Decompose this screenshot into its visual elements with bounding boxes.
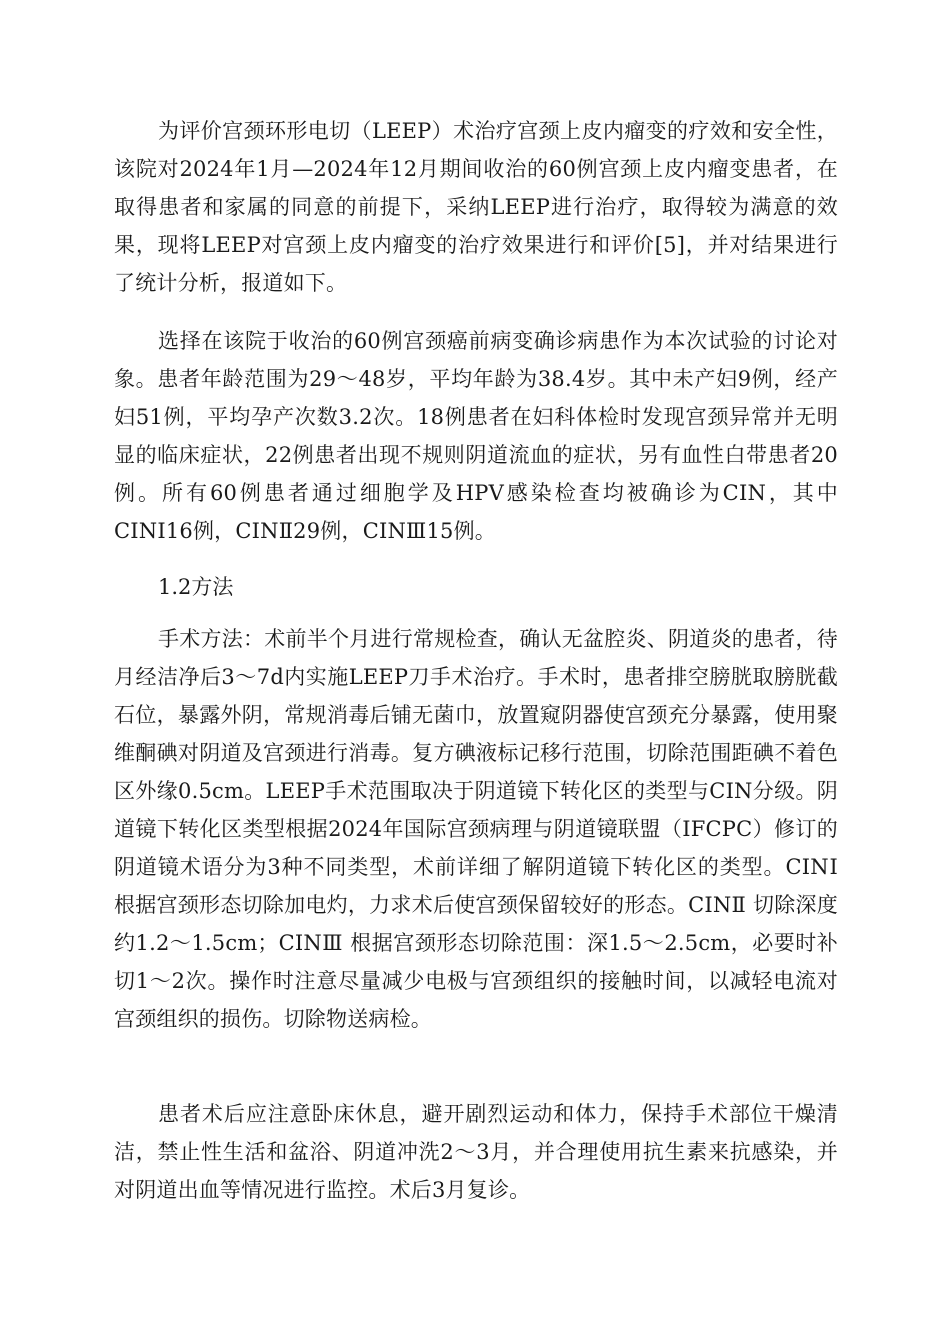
paragraph-surgical-method: 手术方法：术前半个月进行常规检查，确认无盆腔炎、阴道炎的患者，待月经洁净后3～7d内实施LEEP刀手术治疗。手术时，患者排空膀胱取膀胱截石位，暴露外阴，常规消毒后铺无菌巾，放置窥阴器使宫颈充分暴露，使用聚维酮碘对阴道及宫颈进行消毒。复方碘液标记移行范围，切除范围距碘不着色区外缘0.5cm。LEEP手术范围取决于阴道镜下转化区的类型与CIN分级。阴道镜下转化区类型根据2024年国际宫颈病理与阴道镜联盟（IFCPC）修订的阴道镜术语分为3种不同类型，术前详细了解阴道镜下转化区的类型。CINⅠ 根据宫颈形态切除加电灼，力求术后使宫颈保留较好的形态。CINⅡ 切除深度约1.2～1.5cm；CINⅢ 根据宫颈形态切除范围：深1.5～2.5cm，必要时补切1～2次。操作时注意尽量减少电极与宫颈组织的接触时间，以减轻电流对宫颈组织的损伤。切除物送病检。 xyxy=(114,627,838,1031)
paragraph-subjects: 选择在该院于收治的60例宫颈癌前病变确诊病患作为本次试验的讨论对象。患者年龄范围为29～48岁，平均年龄为38.4岁。其中未产妇9例，经产妇51例，平均孕产次数3.2次。18例患者在妇科体检时发现宫颈异常并无明显的临床症状，22例患者出现不规则阴道流血的症状，另有血性白带患者20例。所有60例患者通过细胞学及HPV感染检查均被确诊为CIN，其中CINⅠ16例，CINⅡ29例，CINⅢ15例。 xyxy=(114,329,838,543)
paragraph-postoperative-care: 患者术后应注意卧床休息，避开剧烈运动和体力，保持手术部位干燥清洁，禁止性生活和盆浴、阴道冲洗2～3月，并合理使用抗生素来抗感染，并对阴道出血等情况进行监控。术后3月复诊。 xyxy=(114,1102,838,1202)
paragraph-intro: 为评价宫颈环形电切（LEEP）术治疗宫颈上皮内瘤变的疗效和安全性，该院对2024年1月—2024年12月期间收治的60例宫颈上皮内瘤变患者，在取得患者和家属的同意的前提下，采纳LEEP进行治疗，取得较为满意的效果，现将LEEP对宫颈上皮内瘤变的治疗效果进行和评价[5]，并对结果进行了统计分析，报道如下。 xyxy=(114,119,838,295)
section-heading-methods: 1.2方法 xyxy=(158,575,234,599)
